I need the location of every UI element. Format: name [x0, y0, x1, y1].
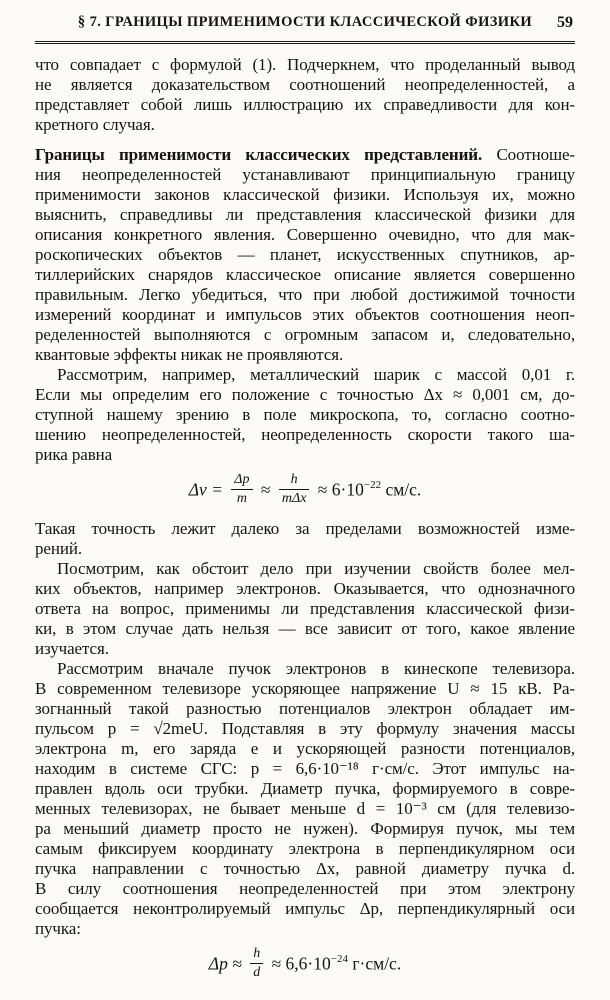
formula-fraction: [279, 472, 310, 507]
paragraph: [35, 145, 575, 365]
formula-exponent: −24: [330, 952, 348, 965]
text-line: правлен вдоль оси трубки. Диаметр пучка, формируемого в совре-: [35, 779, 575, 799]
formula-text: г·см/с.: [347, 953, 402, 974]
text-line: пучка:: [35, 919, 81, 939]
text-line: описания конкретного явления. Совершенно очевидно, что для мак-: [35, 225, 575, 244]
formula-text: ≈: [256, 479, 275, 500]
page-title: § 7. ГРАНИЦЫ ПРИМЕНИМОСТИ КЛАССИЧЕСКОЙ ФИЗИКИ: [77, 14, 533, 30]
text-line: измерений координат и импульсов этих объектов соотношения неоп-: [35, 305, 575, 324]
text-line: Если мы определим его положение с точностью Δx ≈ 0,001 см, до-: [35, 385, 575, 404]
formula-text: см/с.: [381, 479, 422, 500]
text-line: ки, в этом случае дать нельзя — все зависит от того, какое явление: [35, 619, 575, 639]
fraction-numerator: h: [250, 946, 263, 964]
text-line: шению неопределенностей, неопределенность скорости такого ша-: [35, 425, 575, 444]
text-line: сообщается неконтролируемый импульс Δp, перпендикулярный оси: [35, 899, 575, 919]
text-line: электрона m, его заряда e и ускоряющей разности потенциалов,: [35, 739, 575, 759]
text-line: применимости законов классической физики. Используя их, можно: [35, 185, 575, 204]
text-line: находим в системе СГС: p = 6,6·10⁻¹⁸ г·см/с. Этот импульс на-: [35, 759, 575, 779]
text-line: представляет собой лишь иллюстрацию их справедливости для кон-: [35, 95, 575, 114]
text-line: правильным. Легко убедиться, что при любой достижимой точности: [35, 285, 575, 304]
paragraph: [35, 519, 575, 559]
text-line: ких объектов, например электронов. Оказывается, что однозначного: [35, 579, 575, 599]
text-line: рений.: [35, 539, 82, 559]
text-line: зогнанный такой разностью потенциалов электрон обладает им-: [35, 699, 575, 719]
text-line: Рассмотрим вначале пучок электронов в кинескопе телевизора.: [57, 659, 575, 679]
text-line: пульсом p = √2meU. Подставляя в эту формулу значения массы: [35, 719, 575, 739]
paragraph: [35, 559, 575, 659]
content: [35, 55, 575, 983]
formula-text: ≈ 6·10: [313, 479, 364, 500]
paragraph: [35, 659, 575, 939]
header-rule: [35, 41, 575, 44]
running-header: [35, 14, 575, 36]
text-line: ответа на вопрос, применимы ли представления классической физи-: [35, 599, 575, 619]
text-line: ния неопределенностей устанавливают принципиальную границу: [35, 165, 575, 184]
text-line: В современном телевизоре ускоряющее напряжение U ≈ 15 кВ. Ра-: [35, 679, 575, 699]
text-line: рика равна: [35, 445, 113, 464]
display-formula: [35, 948, 575, 983]
text-line: ступной нашему зрению в поле микроскопа, то, согласно соотно-: [35, 405, 575, 424]
text-line: выяснить, справедливы ли представления классической физики для: [35, 205, 575, 224]
bold-lead: Границы применимости классических представлений.: [35, 145, 483, 164]
text-line: не является доказательством соотношений неопределенностей, а: [35, 75, 575, 94]
text-line: ределенностей выполняются с огромным запасом и, следовательно,: [35, 325, 575, 344]
display-formula: [35, 474, 575, 509]
formula-text: Δp ≈: [208, 953, 247, 974]
paragraph: [35, 55, 575, 135]
fraction-numerator: h: [279, 472, 310, 490]
fraction-denominator: mΔx: [281, 491, 307, 507]
text-line: изучается.: [35, 639, 109, 659]
text-line: В силу соотношения неопределенностей при этом электрону: [35, 879, 575, 899]
text-line: Рассмотрим, например, металлический шарик с массой 0,01 г.: [57, 365, 575, 384]
text-line: Такая точность лежит далеко за пределами возможностей изме-: [35, 519, 575, 539]
text-line: Границы применимости классических представлений. Соотноше-: [35, 145, 575, 164]
paragraph: [35, 365, 575, 465]
formula-text: ≈ 6,6·10: [267, 953, 331, 974]
fraction-numerator: Δp: [231, 472, 252, 490]
text-line: Посмотрим, как обстоит дело при изучении свойств более мел-: [57, 559, 575, 579]
text-line: квантовые эффекты никак не проявляются.: [35, 345, 344, 364]
fraction-denominator: d: [253, 965, 261, 981]
formula-text: Δv =: [188, 479, 228, 500]
text-line: менных телевизорах, не бывает меньше d = 10⁻³ см (для телевизо-: [35, 799, 575, 819]
formula-fraction: [250, 946, 263, 981]
text-line: самым фиксируем координату электрона в перпендикулярном оси: [35, 839, 575, 859]
text-line: что совпадает с формулой (1). Подчеркнем, что проделанный вывод: [35, 55, 575, 74]
text-line: кретного случая.: [35, 115, 155, 134]
text-line: тиллерийских снарядов классическое описание является совершенно: [35, 265, 575, 284]
text-line: пучка направлении с точностью Δx, равной диаметру пучка d.: [35, 859, 575, 879]
text-line: роскопических объектов — планет, искусственных спутников, ар-: [35, 245, 575, 264]
formula-exponent: −22: [363, 478, 382, 491]
page-number: 59: [557, 14, 573, 31]
fraction-denominator: m: [236, 491, 247, 507]
text-line: ра меньший диаметр просто не нужен). Формируя пучок, мы тем: [35, 819, 575, 839]
formula-fraction: [231, 472, 252, 507]
